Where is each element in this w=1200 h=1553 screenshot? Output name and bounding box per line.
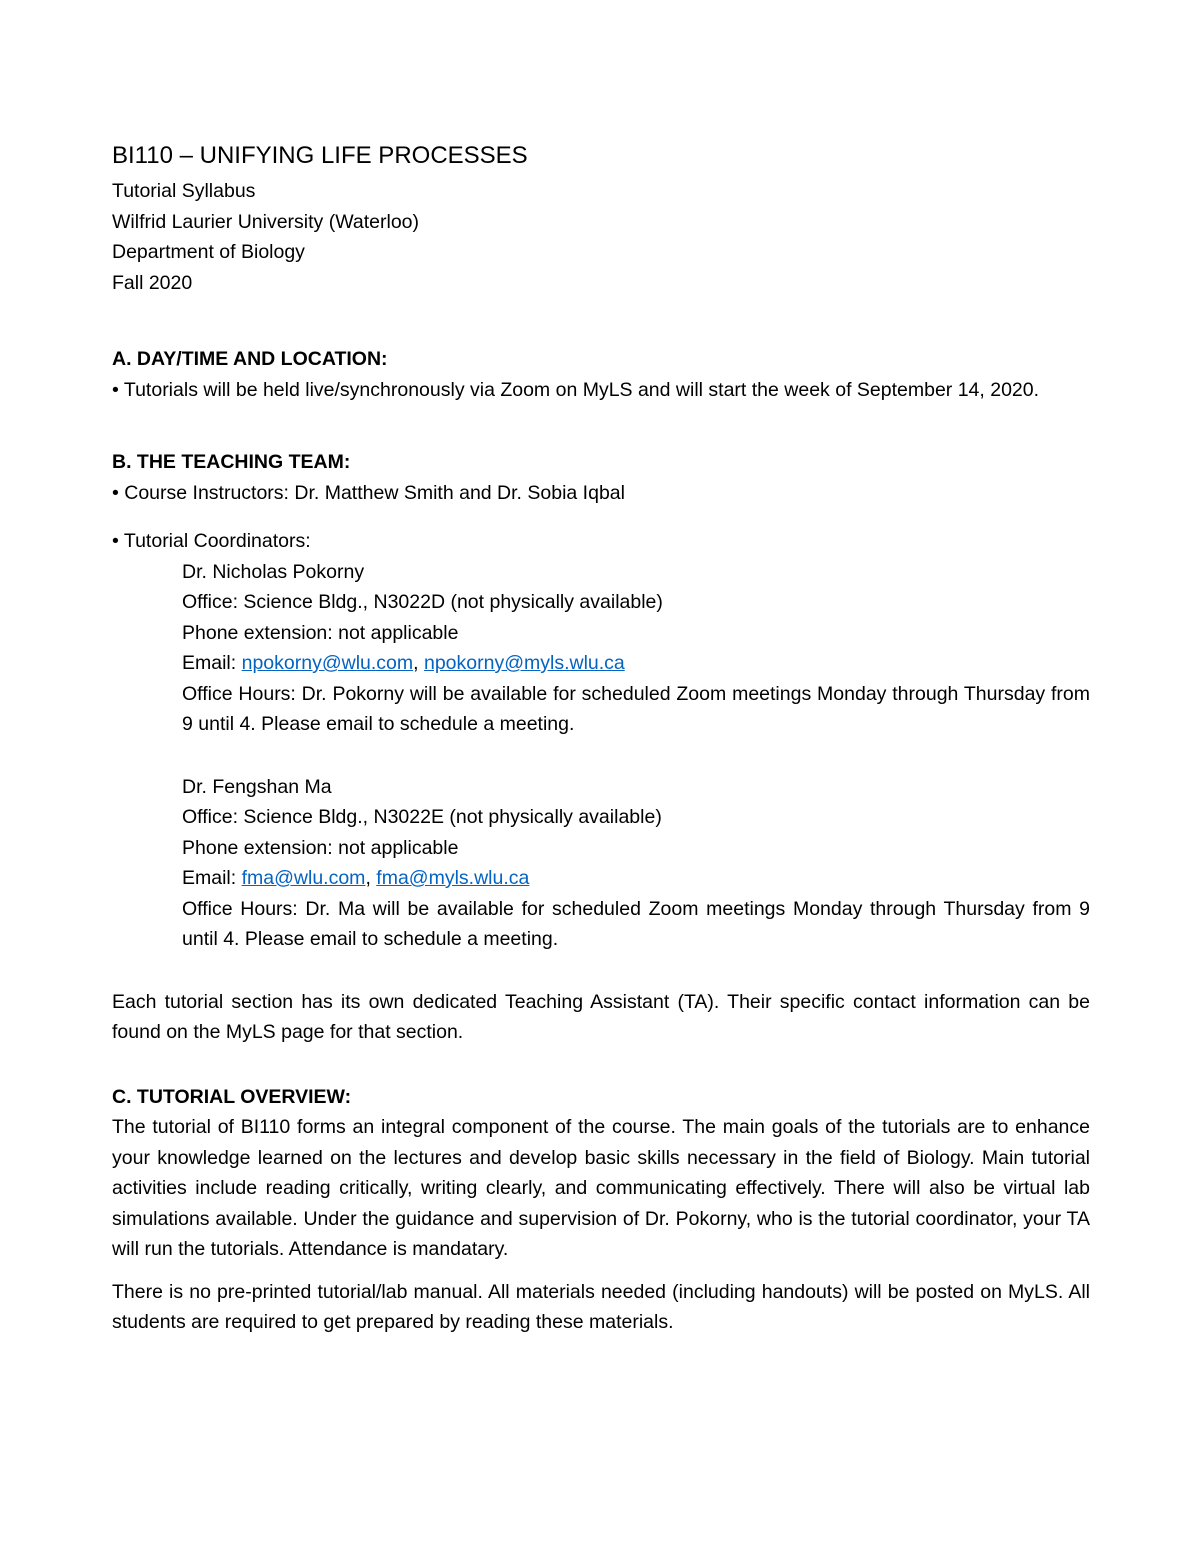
spacer: [112, 508, 1090, 526]
spacer: [112, 1048, 1090, 1082]
spacer: [112, 298, 1090, 344]
ta-note: Each tutorial section has its own dedicated Teaching Assistant (TA). Their specific contact information can be found on the MyLS page for that section.: [112, 990, 1090, 1043]
document-content: [112, 138, 1090, 1338]
materials-paragraph: There is no pre-printed tutorial/lab manual. All materials needed (including handouts) will be posted on MyLS. All students are required to get prepared by reading these materials.: [112, 1280, 1090, 1333]
email-link[interactable]: fma@myls.wlu.ca: [376, 867, 530, 889]
overview-paragraph: The tutorial of BI110 forms an integral component of the course. The main goals of the tutorials are to enhance your knowledge learned on the lectures and develop basic skills necessary in the field of Biology. Main tutorial activities include reading critically, writing clearly, and communicating effectively. There will also be virtual lab simulations available. Under the guidance and supervision of Dr. Pokorny, who is the tutorial coordinator, your TA will run the tutorials. Attendance is mandatary.: [112, 1116, 1090, 1260]
document-title: BI110 – UNIFYING LIFE PROCESSES: [112, 142, 528, 169]
subtitle-syllabus: Tutorial Syllabus: [112, 180, 256, 202]
coordinator-name: Dr. Fengshan Ma: [182, 775, 332, 798]
coordinator-email: [182, 648, 1090, 679]
spacer: [112, 955, 1090, 987]
email-link[interactable]: npokorny@wlu.com: [241, 652, 414, 674]
coordinator-office-hours: Office Hours: Dr. Pokorny will be available for scheduled Zoom meetings Monday through Thursday from 9 until 4. Please email to schedule a meeting.: [182, 682, 1090, 735]
email-separator: ,: [365, 867, 377, 889]
coordinator-phone: Phone extension: not applicable: [182, 621, 459, 644]
coordinator-pokorny: [112, 557, 1090, 740]
subtitle-department: Department of Biology: [112, 241, 305, 263]
subtitle-university: Wilfrid Laurier University (Waterloo): [112, 210, 420, 233]
coordinator-email: [182, 863, 1090, 894]
coordinator-office: Office: Science Bldg., N3022D (not physically available): [182, 591, 663, 613]
email-link[interactable]: npokorny@myls.wlu.ca: [423, 652, 625, 674]
instructors-line: • Course Instructors: Dr. Matthew Smith and Dr. Sobia Iqbal: [112, 481, 625, 504]
section-b-heading: B. THE TEACHING TEAM:: [112, 451, 351, 473]
coordinator-office-hours: Office Hours: Dr. Ma will be available for scheduled Zoom meetings Monday through Thursday from 9 until 4. Please email to schedule a meeting.: [182, 897, 1090, 950]
email-label: Email:: [182, 867, 242, 889]
email-separator: ,: [413, 652, 424, 674]
coordinator-ma: [112, 772, 1090, 955]
spacer: [112, 1265, 1090, 1277]
spacer: [112, 740, 1090, 772]
subtitle-term: Fall 2020: [112, 271, 193, 294]
section-a-bullet: • Tutorials will be held live/synchronously via Zoom on MyLS and will start the week of September 14, 2020.: [112, 378, 1040, 401]
coordinator-phone: Phone extension: not applicable: [182, 836, 459, 859]
coordinator-name: Dr. Nicholas Pokorny: [182, 560, 365, 583]
spacer: [112, 405, 1090, 447]
email-link[interactable]: fma@wlu.com: [241, 867, 366, 889]
email-label: Email:: [182, 652, 242, 674]
coordinators-label: • Tutorial Coordinators:: [112, 530, 311, 552]
coordinator-office: Office: Science Bldg., N3022E (not physically available): [182, 806, 662, 828]
section-c-heading: C. TUTORIAL OVERVIEW:: [112, 1085, 352, 1108]
section-a-heading: A. DAY/TIME AND LOCATION:: [112, 348, 388, 370]
